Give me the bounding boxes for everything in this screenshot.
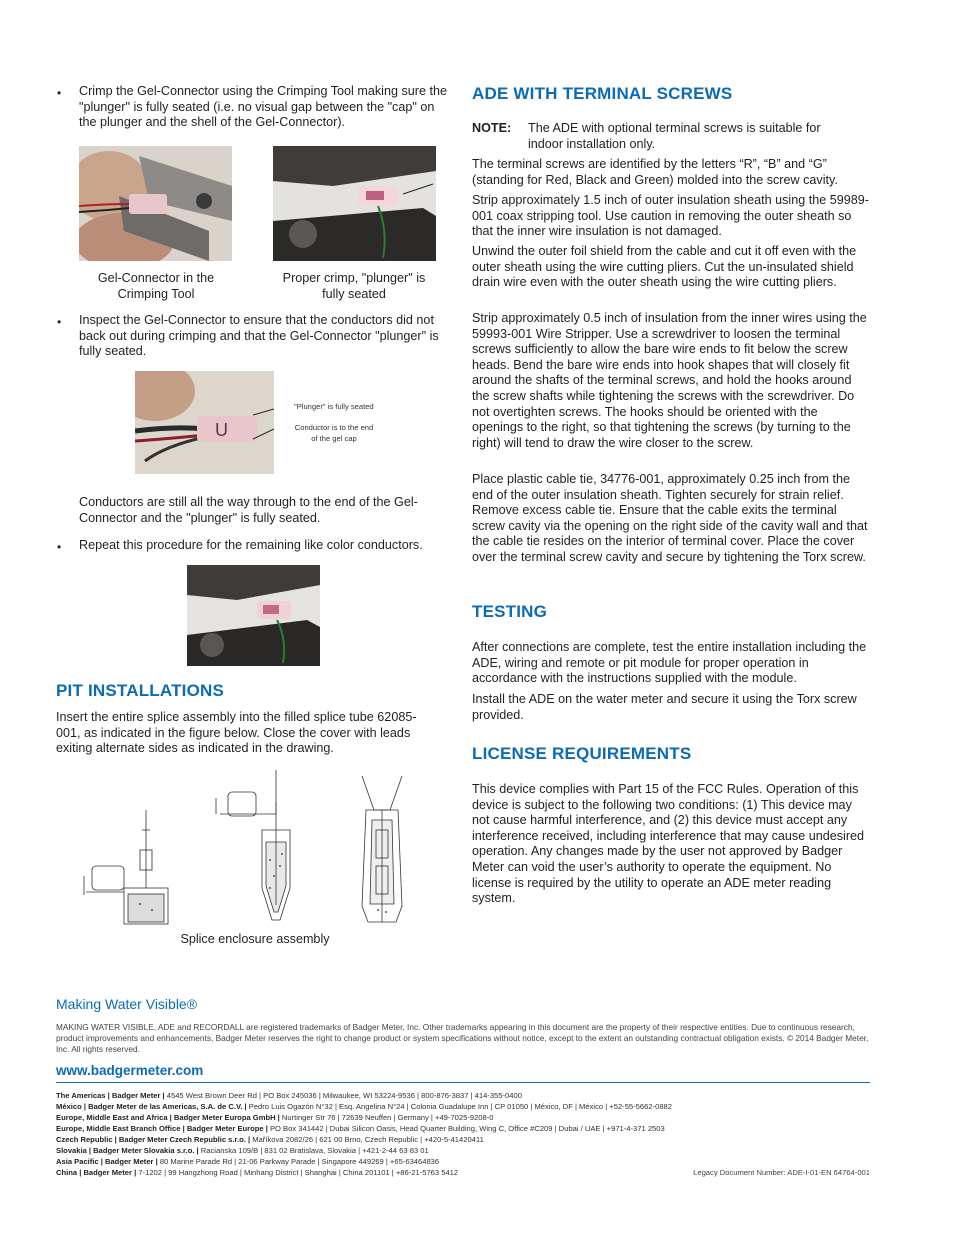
splice-enclosure-caption: Splice enclosure assembly xyxy=(180,932,330,946)
address-mexico: México | Badger Meter de las Americas, S.A. de C.V. | Pedro Luis Ogazón N°32 | Esq. Angelina N°24 | Colonia Guadalupe Inn | CP 01050 | México, DF | México | +52-55-5662-0882 xyxy=(56,1102,672,1111)
bullet-marker: • xyxy=(57,86,62,100)
testing-heading: TESTING xyxy=(472,602,548,621)
callout-plunger: "Plunger" is fully seated xyxy=(294,402,374,411)
ade-paragraph-3: Unwind the outer foil shield from the cable and cut it off even with the outer sheath using the wire cutting pliers. Cut the un-insulated shield drain wire even with the outer sheath using the wire cutting pliers. xyxy=(472,244,857,290)
callout-conductor: Conductor is to the end of the gel cap xyxy=(294,423,374,443)
crimping-tool-photo xyxy=(79,146,232,261)
legacy-document-number: Legacy Document Number: ADE-I-01-EN 64764-001 xyxy=(693,1168,870,1177)
license-heading: LICENSE REQUIREMENTS xyxy=(472,744,692,763)
bullet-marker: • xyxy=(57,315,62,329)
proper-crimp-photo xyxy=(273,146,436,261)
conductors-note: Conductors are still all the way through to the end of the Gel-Connector and the "plunger" is fully seated. xyxy=(79,495,418,525)
bullet-marker: • xyxy=(57,540,62,554)
svg-text:U: U xyxy=(215,420,228,440)
ade-paragraph-5: Place plastic cable tie, 34776-001, approximately 0.25 inch from the end of the outer insulation sheath. Tighten securely for strain relief. Remove excess cable tie. Ensure that the cable exits the terminal screw cavity via the opening on the right side of the cavity wall and that the cable tie resides on the interior of terminal cover. Place the cover over the terminal screw cavity and secure by tightening the Torx screw. xyxy=(472,472,868,564)
address-emea: Europe, Middle East and Africa | Badger Meter Europa GmbH | Nurtinger Str 76 | 72639 Neuffen | Germany | +49-7025-9208-0 xyxy=(56,1113,494,1122)
repeat-crimp-photo xyxy=(187,565,320,666)
address-americas: The Americas | Badger Meter | 4545 West Brown Deer Rd | PO Box 245036 | Milwaukee, WI 53224-9536 | 800-876-3837 | 414-355-0400 xyxy=(56,1091,522,1100)
legal-notice: MAKING WATER VISIBLE, ADE and RECORDALL are registered trademarks of Badger Meter, Inc. Other trademarks appearing in this document are the property of their respective entities. Due to continuous research, product improvements and enhancements, Badger Meter reserves the right to change product or system specifications without notice, except to the extent an outstanding contractual obligation exists. © 2014 Badger Meter, Inc. All rights reserved. xyxy=(56,1022,869,1054)
photo-caption-proper-crimp: Proper crimp, "plunger" is fully seated xyxy=(282,271,426,301)
address-dubai: Europe, Middle East Branch Office | Badger Meter Europe | PO Box 341442 | Dubai Silicon Oasis, Head Quarter Building, Wing C, Office #C209 | Dubai / UAE | +971-4-371 2503 xyxy=(56,1124,665,1133)
license-paragraph: This device complies with Part 15 of the FCC Rules. Operation of this device is subject to the following two conditions: (1) This device may not cause harmful interference, and (2) this device must accept any interference received, including interference that may cause undesired operation. Any changes made by the user not approved by Badger Meter can void the user’s authority to operate the equipment. No license is required by the utility to operate an ADE meter reading system. xyxy=(472,782,865,906)
repeat-instruction: Repeat this procedure for the remaining like color conductors. xyxy=(79,538,423,552)
crimp-instruction: Crimp the Gel-Connector using the Crimping Tool making sure the "plunger" is fully seated (i.e. no visual gap between the "cap" on the plunger and the shell of the Gel-Connector). xyxy=(79,84,447,130)
website-link[interactable]: www.badgermeter.com xyxy=(56,1063,204,1078)
tagline: Making Water Visible® xyxy=(56,996,198,1012)
photo-caption-crimping-tool: Gel-Connector in the Crimping Tool xyxy=(97,271,215,301)
ade-paragraph-2: Strip approximately 1.5 inch of outer insulation sheath using the 59989-001 coax stripping tool. Use caution in removing the outer sheath so that the inner wire insulation is not damaged. xyxy=(472,193,869,239)
gel-connector-closeup-photo xyxy=(135,371,274,474)
footer-divider xyxy=(56,1082,870,1083)
note-label: NOTE: xyxy=(472,121,512,135)
inspect-instruction: Inspect the Gel-Connector to ensure that the conductors did not back out during crimping and that the Gel-Connector "plunger" is fully seated. xyxy=(79,313,439,359)
address-slovakia: Slovakia | Badger Meter Slovakia s.r.o. | Racianska 109/B | 831 02 Bratislava, Slovakia | +421-2-44 63 83 01 xyxy=(56,1146,429,1155)
address-czech: Czech Republic | Badger Meter Czech Republic s.r.o. | Maříkova 2082/26 | 621 00 Brno, Czech Republic | +420-5-41420411 xyxy=(56,1135,484,1144)
pit-installations-text: Insert the entire splice assembly into the filled splice tube 62085-001, as indicated in the figure below. Close the cover with leads exiting alternate sides as indicated in the drawing. xyxy=(56,710,417,756)
testing-paragraph-1: After connections are complete, test the entire installation including the ADE, wiring and remote or pit module for proper operation in accordance with the instructions supplied with the module. xyxy=(472,640,867,686)
address-china: China | Badger Meter | 7-1202 | 99 Hangzhong Road | Minhang District | Shanghai | China 201101 | +86-21-5763 5412 xyxy=(56,1168,459,1177)
ade-paragraph-4: Strip approximately 0.5 inch of insulation from the inner wires using the 59993-001 Wire Stripper. Use a screwdriver to loosen the terminal screws sufficiently to allow the bare wire ends to fit below the screw heads. Bend the bare wire ends into hook shapes that will closely fit around the shafts of the terminal screws, and hold the hooks around the screw shafts while tightening the screws with the screwdriver. Do not overtighten screws. The hooks should be oriented with the openings to the right, so that tightening the screws (by turning to the right) will tend to draw the wire closer to the screw. xyxy=(472,311,867,450)
ade-terminal-screws-heading: ADE WITH TERMINAL SCREWS xyxy=(472,84,733,103)
pit-installations-heading: PIT INSTALLATIONS xyxy=(56,681,225,700)
note-text: The ADE with optional terminal screws is suitable for indoor installation only. xyxy=(528,121,821,151)
ade-paragraph-1: The terminal screws are identified by the letters “R”, “B” and “G” (standing for Red, Black and Green) molded into the screw cavity. xyxy=(472,157,838,187)
address-asia-pacific: Asia Pacific | Badger Meter | 80 Marine Parade Rd | 21-06 Parkway Parade | Singapore 449269 | +65-63464836 xyxy=(56,1157,440,1166)
splice-enclosure-drawing xyxy=(80,770,410,925)
testing-paragraph-2: Install the ADE on the water meter and secure it using the Torx screw provided. xyxy=(472,692,857,722)
